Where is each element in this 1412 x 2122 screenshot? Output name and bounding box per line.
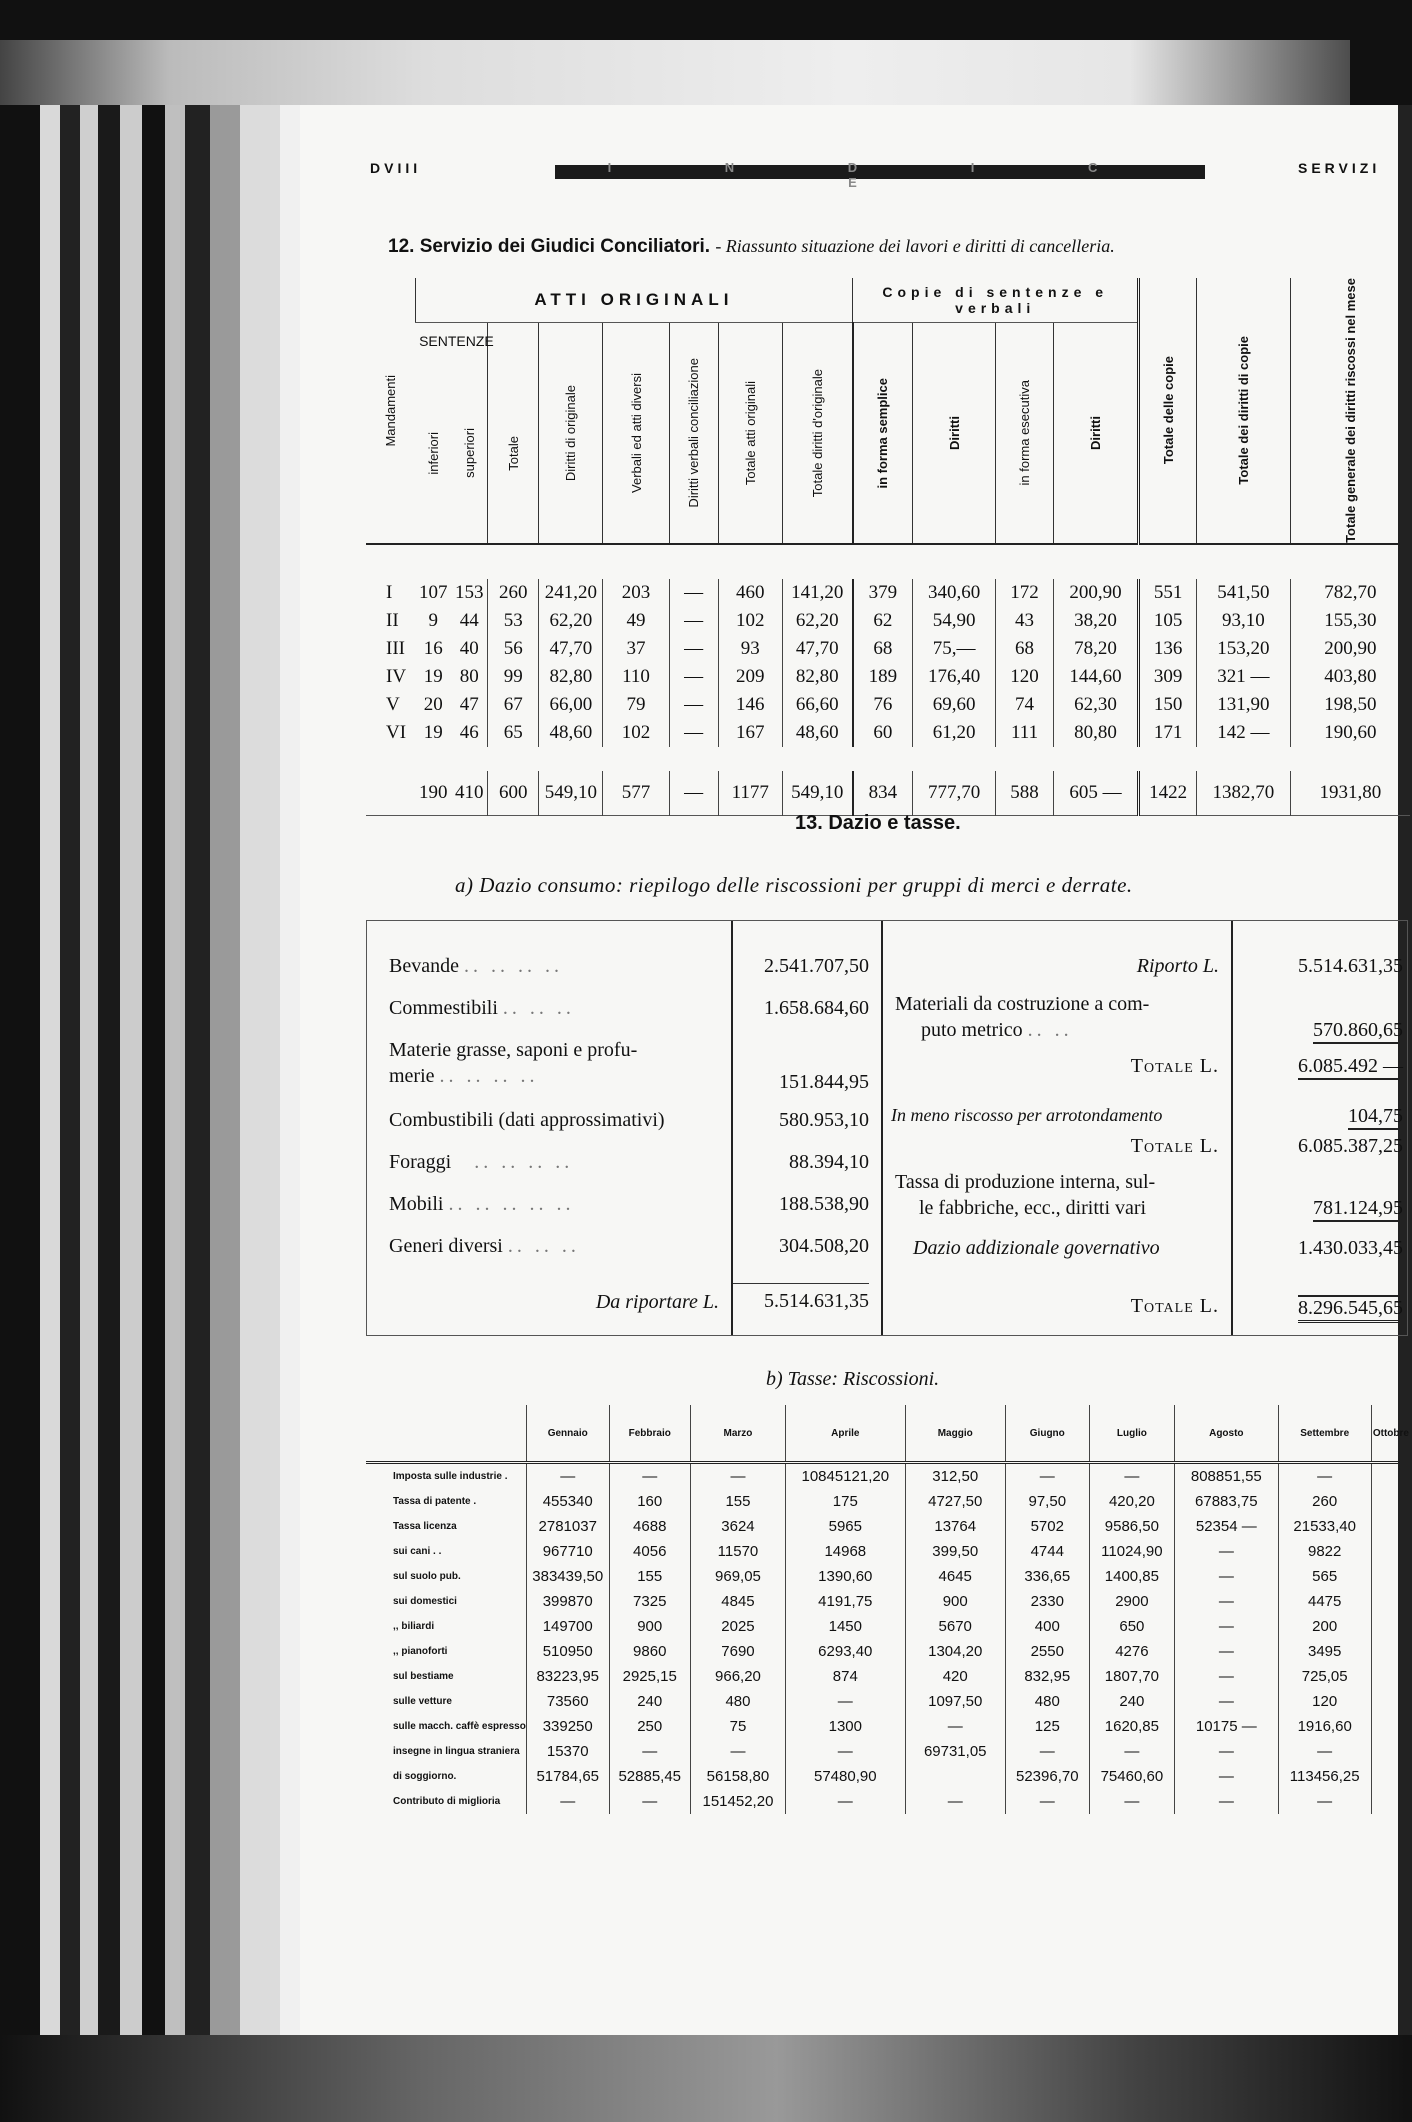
table-cell — [1371, 1539, 1410, 1564]
table-cell: 5965 — [786, 1514, 906, 1539]
table-cell: 967710 — [526, 1539, 609, 1564]
table-cell: 155 — [609, 1564, 690, 1589]
table-cell: 52354 — — [1175, 1514, 1278, 1539]
table-cell: 650 — [1089, 1614, 1174, 1639]
materiali-value: 570.860,65 — [1313, 1019, 1403, 1044]
table-cell: 4727,50 — [905, 1489, 1005, 1514]
table-cell: 69731,05 — [905, 1739, 1005, 1764]
scan-top-border — [0, 0, 1412, 40]
item-label: Foraggi — [389, 1151, 452, 1173]
col-totale-diritti-copie: Totale dei diritti di copie — [1235, 336, 1251, 485]
table-cell: 420 — [905, 1664, 1005, 1689]
item-label: Bevande — [389, 955, 459, 977]
table-cell: — — [1175, 1539, 1278, 1564]
table-cell: 2925,15 — [609, 1664, 690, 1689]
arrotondamento-value: 104,75 — [1348, 1105, 1403, 1130]
table-cell — [1371, 1463, 1410, 1490]
table-cell: 260 — [1278, 1489, 1371, 1514]
table-cell: 1097,50 — [905, 1689, 1005, 1714]
table-cell: — — [1278, 1463, 1371, 1490]
item-label: merie — [389, 1065, 435, 1087]
table-cell: 5702 — [1005, 1514, 1089, 1539]
item-value: 188.538,90 — [779, 1193, 869, 1215]
running-head-left: DVIII — [370, 160, 422, 176]
carry-label: Da riportare L. — [595, 1291, 719, 1313]
table-cell: 21533,40 — [1278, 1514, 1371, 1539]
table-cell — [1371, 1739, 1410, 1764]
table-row: III 16 40 56 47,70 37 — 93 47,70 68 75,— 68 78,20 136 153,20 200,90 — [366, 635, 1410, 663]
table-cell: 874 — [786, 1664, 906, 1689]
table-cell — [1371, 1589, 1410, 1614]
table-row — [366, 1539, 1410, 1564]
conciliatori-body — [366, 544, 1410, 816]
table-cell: 399,50 — [905, 1539, 1005, 1564]
table-cell: 480 — [690, 1689, 785, 1714]
materiali-label: Materiali da costruzione a com- — [895, 993, 1150, 1015]
item-label: Mobili — [389, 1193, 444, 1215]
running-head-right: SERVIZI — [1298, 160, 1381, 176]
table-cell: 240 — [609, 1689, 690, 1714]
totale2-label: Totale L. — [1130, 1135, 1219, 1157]
table-cell: 9822 — [1278, 1539, 1371, 1564]
table-cell: — — [1175, 1639, 1278, 1664]
total-row: 190 410 600 549,10 577 — 1177 549,10 834 777,70 588 605 — 1422 1382,70 1931,80 — [366, 771, 1410, 816]
table-cell: 4845 — [690, 1589, 785, 1614]
col-totale-copie: Totale delle copie — [1160, 356, 1176, 465]
col-inferiori: inferiori — [425, 431, 441, 475]
table-cell — [1371, 1689, 1410, 1714]
table-cell: 510950 — [526, 1639, 609, 1664]
col-diritti-semplice: Diritti — [946, 415, 962, 450]
row-label: ,, pianoforti — [393, 1646, 448, 1657]
table-row — [366, 1489, 1410, 1514]
table-cell: — — [1175, 1614, 1278, 1639]
scan-top-shadow — [0, 40, 1412, 105]
riporto-label: Riporto L. — [1136, 955, 1219, 977]
table-cell: 11570 — [690, 1539, 785, 1564]
table-cell: 240 — [1089, 1689, 1174, 1714]
table-row — [366, 1589, 1410, 1614]
table-cell: 14968 — [786, 1539, 906, 1564]
table-cell: 75 — [690, 1714, 785, 1739]
row-label: Imposta sulle industrie . — [393, 1471, 508, 1482]
table-cell: — — [1175, 1564, 1278, 1589]
table-cell: — — [1089, 1739, 1174, 1764]
table-cell: 52885,45 — [609, 1764, 690, 1789]
table-cell: 175 — [786, 1489, 906, 1514]
table-cell: — — [1278, 1739, 1371, 1764]
table-cell: 1916,60 — [1278, 1714, 1371, 1739]
table-cell: — — [609, 1789, 690, 1814]
table-cell: — — [905, 1789, 1005, 1814]
dazio-values-left — [731, 921, 883, 1335]
month-header: Giugno — [1005, 1405, 1089, 1463]
table-cell: 56158,80 — [690, 1764, 785, 1789]
table-cell: 73560 — [526, 1689, 609, 1714]
table-cell: — — [690, 1463, 785, 1490]
table-cell: 900 — [905, 1589, 1005, 1614]
table-row — [366, 1614, 1410, 1639]
table-cell: — — [1175, 1664, 1278, 1689]
table-row — [366, 1739, 1410, 1764]
row-label: ,, biliardi — [393, 1621, 435, 1632]
item-label: Commestibili — [389, 997, 498, 1019]
table-cell: 15370 — [526, 1739, 609, 1764]
table-cell: 155 — [690, 1489, 785, 1514]
totale2-value: 6.085.387,25 — [1298, 1135, 1403, 1157]
table-cell: — — [690, 1739, 785, 1764]
table-cell: 312,50 — [905, 1463, 1005, 1490]
table-cell: 5670 — [905, 1614, 1005, 1639]
table-row: VI 19 46 65 48,60 102 — 167 48,60 60 61,20 111 80,80 171 142 — 190,60 — [366, 719, 1410, 747]
table-cell: 383439,50 — [526, 1564, 609, 1589]
table-cell: 4688 — [609, 1514, 690, 1539]
table-row — [366, 1664, 1410, 1689]
table-cell: 336,65 — [1005, 1564, 1089, 1589]
table-cell: 420,20 — [1089, 1489, 1174, 1514]
row-label: sul suolo pub. — [393, 1571, 461, 1582]
table-cell — [1371, 1664, 1410, 1689]
table-cell: 51784,65 — [526, 1764, 609, 1789]
table-cell: — — [786, 1739, 906, 1764]
col-mandamenti: Mandamenti — [382, 374, 398, 447]
row-label: sul bestiame — [393, 1671, 454, 1682]
col-superiori: superiori — [461, 428, 477, 478]
table-cell: — — [1089, 1463, 1174, 1490]
month-header: Marzo — [690, 1405, 785, 1463]
row-label: insegne in lingua straniera — [393, 1746, 520, 1757]
table-row — [366, 1514, 1410, 1539]
table-cell: 808851,55 — [1175, 1463, 1278, 1490]
table-cell: 200 — [1278, 1614, 1371, 1639]
table-cell: 565 — [1278, 1564, 1371, 1589]
section12-title-main: 12. Servizio dei Giudici Conciliatori. — [388, 236, 711, 257]
row-label: sulle macch. caffè espresso — [393, 1721, 526, 1732]
tasse-table — [366, 1405, 1410, 1814]
table-cell: 151452,20 — [690, 1789, 785, 1814]
dazio-labels-right: Riporto L. Materiali da costruzione a com- puto metrico .. .. Totale L. In meno riscosso per arrotondamento Totale L. Tassa di produzione interna, sul- le fabbriche, ecc., diritti vari Dazio addizionale governativo Totale L. — [881, 921, 1233, 1335]
item-label: Materie grasse, saponi e profu- — [389, 1039, 638, 1061]
table-cell: 120 — [1278, 1689, 1371, 1714]
table-cell: 969,05 — [690, 1564, 785, 1589]
table-cell: 83223,95 — [526, 1664, 609, 1689]
table-cell — [1371, 1489, 1410, 1514]
addizionale-value: 1.430.033,45 — [1298, 1237, 1403, 1259]
col-totale-generale: Totale generale dei diritti riscossi nel mese — [1342, 278, 1358, 543]
table-cell — [1371, 1764, 1410, 1789]
table-row — [366, 1463, 1410, 1490]
month-header: Luglio — [1089, 1405, 1174, 1463]
table-cell: 832,95 — [1005, 1664, 1089, 1689]
month-header: Settembre — [1278, 1405, 1371, 1463]
item-value: 2.541.707,50 — [764, 955, 869, 977]
table-cell: 2900 — [1089, 1589, 1174, 1614]
table-cell: 6293,40 — [786, 1639, 906, 1664]
col-totale-sentenze: Totale — [505, 435, 521, 471]
table-cell: 4276 — [1089, 1639, 1174, 1664]
table-cell — [1371, 1514, 1410, 1539]
col-diritti-esecutiva: Diritti — [1088, 415, 1104, 450]
dazio-box — [366, 920, 1408, 1336]
col-totale-diritti-originale: Totale diritti d'originale — [809, 368, 825, 498]
table-cell — [1371, 1564, 1410, 1589]
section12-title — [388, 236, 1388, 258]
table-row: IV 19 80 99 82,80 110 — 209 82,80 189 176,40 120 144,60 309 321 — 403,80 — [366, 663, 1410, 691]
table-cell: 52396,70 — [1005, 1764, 1089, 1789]
table-cell: 75460,60 — [1089, 1764, 1174, 1789]
table-cell: 149700 — [526, 1614, 609, 1639]
table-cell: — — [1175, 1689, 1278, 1714]
table-cell: 725,05 — [1278, 1664, 1371, 1689]
item-value: 88.394,10 — [789, 1151, 869, 1173]
table-cell: 455340 — [526, 1489, 609, 1514]
totale1-label: Totale L. — [1130, 1055, 1219, 1077]
table-cell: — — [905, 1714, 1005, 1739]
table-cell: 4191,75 — [786, 1589, 906, 1614]
tassa-value: 781.124,95 — [1313, 1197, 1403, 1222]
row-label: sui domestici — [393, 1596, 457, 1607]
table-cell — [1371, 1614, 1410, 1639]
table-cell: 125 — [1005, 1714, 1089, 1739]
month-header: Gennaio — [526, 1405, 609, 1463]
table-cell: 1300 — [786, 1714, 906, 1739]
addizionale-label: Dazio addizionale governativo — [913, 1237, 1160, 1259]
table-cell — [1371, 1639, 1410, 1664]
month-header: Aprile — [786, 1405, 906, 1463]
riporto-value: 5.514.631,35 — [1298, 955, 1403, 977]
table-cell: 1400,85 — [1089, 1564, 1174, 1589]
arrotondamento-label: In meno riscosso per arrotondamento — [891, 1105, 1163, 1125]
running-head-center: I N D I C E — [607, 160, 1153, 190]
table-cell: — — [609, 1463, 690, 1490]
item-value: 580.953,10 — [779, 1109, 869, 1131]
table-cell: — — [1005, 1789, 1089, 1814]
section13-title: 13. Dazio e tasse. — [795, 812, 961, 834]
table-cell: 3495 — [1278, 1639, 1371, 1664]
col-diritti-verbali: Diritti verbali conciliazione — [686, 358, 702, 508]
section12-subtitle: - Riassunto situazione dei lavori e diritti di cancelleria. — [715, 236, 1115, 256]
table-row: I 107 153 260 241,20 203 — 460 141,20 379 340,60 172 200,90 551 541,50 782,70 — [366, 579, 1410, 607]
item-value: 151.844,95 — [779, 1071, 869, 1093]
table-cell: 1807,70 — [1089, 1664, 1174, 1689]
book-spine — [0, 105, 300, 2122]
table-cell: 1450 — [786, 1614, 906, 1639]
table-cell: 2781037 — [526, 1514, 609, 1539]
tasse-body — [366, 1463, 1410, 1815]
month-header: Febbraio — [609, 1405, 690, 1463]
table-cell: 4475 — [1278, 1589, 1371, 1614]
section13-sub-b: b) Tasse: Riscossioni. — [766, 1368, 940, 1390]
col-diritti-originale: Diritti di originale — [563, 384, 579, 481]
scan-bottom-border — [0, 2035, 1412, 2122]
table-cell — [1371, 1714, 1410, 1739]
table-cell: — — [1175, 1739, 1278, 1764]
table-cell: 3624 — [690, 1514, 785, 1539]
materiali-label2: puto metrico — [921, 1019, 1023, 1041]
item-label: Combustibili (dati approssimativi) — [389, 1109, 665, 1131]
table-cell: — — [1175, 1789, 1278, 1814]
table-cell: 339250 — [526, 1714, 609, 1739]
table-cell: 4744 — [1005, 1539, 1089, 1564]
table-cell: 67883,75 — [1175, 1489, 1278, 1514]
table-row — [366, 1564, 1410, 1589]
table-cell: — — [786, 1789, 906, 1814]
table-cell: 9860 — [609, 1639, 690, 1664]
conciliatori-table — [366, 278, 1410, 816]
totale3-label: Totale L. — [1130, 1295, 1219, 1317]
table-cell — [905, 1764, 1005, 1789]
table-cell: — — [1005, 1739, 1089, 1764]
table-cell: 2330 — [1005, 1589, 1089, 1614]
table-cell: 97,50 — [1005, 1489, 1089, 1514]
row-label: sulle vetture — [393, 1696, 452, 1707]
table-row — [366, 1689, 1410, 1714]
table-cell: 4056 — [609, 1539, 690, 1564]
table-cell: 10175 — — [1175, 1714, 1278, 1739]
table-cell: 11024,90 — [1089, 1539, 1174, 1564]
table-cell: — — [1175, 1589, 1278, 1614]
row-label: di soggiorno. — [393, 1771, 457, 1782]
table-row — [366, 1789, 1410, 1814]
table-row: V 20 47 67 66,00 79 — 146 66,60 76 69,60 74 62,30 150 131,90 198,50 — [366, 691, 1410, 719]
item-value: 304.508,20 — [779, 1235, 869, 1257]
tassa-label2: le fabbriche, ecc., diritti vari — [919, 1197, 1147, 1219]
dazio-labels-left: Bevande .. .. .. .. Commestibili .. .. .. Materie grasse, saponi e profu- merie .. .. .. .. Combustibili (dati approssimativi) Foraggi .. .. .. .. Mobili .. .. .. .. .. Generi diversi .. .. .. Da riportare L. — [367, 921, 733, 1335]
table-cell: 4645 — [905, 1564, 1005, 1589]
table-cell: 113456,25 — [1278, 1764, 1371, 1789]
col-verbali: Verbali ed atti diversi — [628, 372, 644, 493]
table-cell: 7690 — [690, 1639, 785, 1664]
table-cell: 160 — [609, 1489, 690, 1514]
table-cell: 400 — [1005, 1614, 1089, 1639]
month-header: Ottobre — [1371, 1405, 1410, 1463]
table-row — [366, 1714, 1410, 1739]
row-label: Contributo di miglioria — [393, 1796, 501, 1807]
table-cell: — — [526, 1789, 609, 1814]
col-totale-atti: Totale atti originali — [742, 380, 758, 485]
row-label: Tassa di patente . — [393, 1496, 477, 1507]
table-cell: 399870 — [526, 1589, 609, 1614]
table-cell: 966,20 — [690, 1664, 785, 1689]
table-row — [366, 1639, 1410, 1664]
table-cell: — — [1089, 1789, 1174, 1814]
group-copie: Copie di sentenze e verbali — [853, 278, 1139, 323]
group-atti-originali: ATTI ORIGINALI — [415, 278, 853, 323]
col-forma-esecutiva: in forma esecutiva — [1017, 380, 1033, 486]
row-label: Tassa licenza — [393, 1521, 457, 1532]
table-cell: 9586,50 — [1089, 1514, 1174, 1539]
row-label: sui cani . . — [393, 1546, 442, 1557]
item-label: Generi diversi — [389, 1235, 503, 1257]
section13-sub-a: a) Dazio consumo: riepilogo delle riscossioni per gruppi di merci e derrate. — [455, 873, 1133, 897]
table-cell: — — [1005, 1463, 1089, 1490]
table-cell: 250 — [609, 1714, 690, 1739]
table-cell: 1390,60 — [786, 1564, 906, 1589]
table-cell: — — [1278, 1789, 1371, 1814]
table-cell: 10845121,20 — [786, 1463, 906, 1490]
table-cell: 480 — [1005, 1689, 1089, 1714]
col-forma-semplice: in forma semplice — [875, 377, 891, 489]
table-cell: — — [1175, 1764, 1278, 1789]
table-cell: — — [786, 1689, 906, 1714]
tassa-label: Tassa di produzione interna, sul- — [895, 1171, 1156, 1193]
table-cell — [1371, 1789, 1410, 1814]
table-cell: — — [609, 1739, 690, 1764]
item-value: 1.658.684,60 — [764, 997, 869, 1019]
month-header: Maggio — [905, 1405, 1005, 1463]
table-row — [366, 1764, 1410, 1789]
totale3-value: 8.296.545,65 — [1298, 1295, 1403, 1323]
table-cell: 7325 — [609, 1589, 690, 1614]
table-cell: 2025 — [690, 1614, 785, 1639]
table-cell: 900 — [609, 1614, 690, 1639]
table-cell: 13764 — [905, 1514, 1005, 1539]
table-cell: 1304,20 — [905, 1639, 1005, 1664]
carry-value: 5.514.631,35 — [733, 1283, 869, 1313]
month-header: Agosto — [1175, 1405, 1278, 1463]
table-row: II 9 44 53 62,20 49 — 102 62,20 62 54,90 43 38,20 105 93,10 155,30 — [366, 607, 1410, 635]
group-sentenze: SENTENZE — [419, 333, 494, 349]
totale1-value: 6.085.492 — — [1298, 1055, 1403, 1080]
table-cell: — — [526, 1463, 609, 1490]
table-cell: 1620,85 — [1089, 1714, 1174, 1739]
table-cell: 2550 — [1005, 1639, 1089, 1664]
table-cell: 57480,90 — [786, 1764, 906, 1789]
